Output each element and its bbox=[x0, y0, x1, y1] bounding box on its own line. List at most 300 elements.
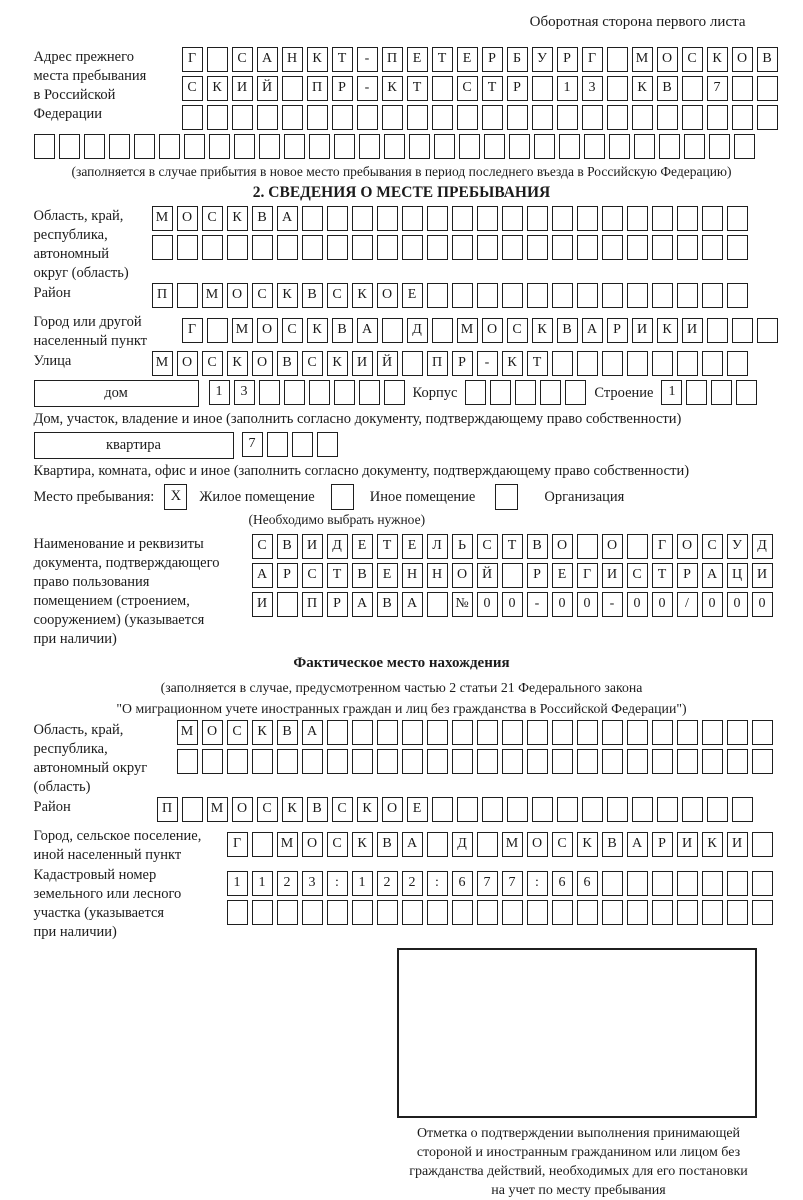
char-cell[interactable]: - bbox=[357, 76, 378, 101]
char-cell[interactable] bbox=[727, 900, 748, 925]
char-cell[interactable] bbox=[427, 749, 448, 774]
char-cell[interactable]: 1 bbox=[557, 76, 578, 101]
char-cell[interactable]: А bbox=[277, 206, 298, 231]
char-cell[interactable] bbox=[277, 235, 298, 260]
char-cell[interactable]: К bbox=[357, 797, 378, 822]
char-cell[interactable] bbox=[702, 720, 723, 745]
char-cell[interactable] bbox=[227, 900, 248, 925]
char-cell[interactable] bbox=[652, 206, 673, 231]
char-cell[interactable]: П bbox=[157, 797, 178, 822]
char-cell[interactable] bbox=[477, 720, 498, 745]
char-cell[interactable]: 6 bbox=[452, 871, 473, 896]
char-cell[interactable]: В bbox=[527, 534, 548, 559]
char-cell[interactable] bbox=[707, 105, 728, 130]
char-cell[interactable]: Р bbox=[607, 318, 628, 343]
char-cell[interactable]: Е bbox=[407, 797, 428, 822]
char-cell[interactable] bbox=[159, 134, 180, 159]
char-cell[interactable]: Б bbox=[507, 47, 528, 72]
char-cell[interactable] bbox=[540, 380, 561, 405]
char-cell[interactable]: Р bbox=[652, 832, 673, 857]
char-cell[interactable] bbox=[109, 134, 130, 159]
char-cell[interactable] bbox=[602, 283, 623, 308]
char-cell[interactable]: М bbox=[202, 283, 223, 308]
char-cell[interactable]: Р bbox=[332, 76, 353, 101]
char-cell[interactable] bbox=[752, 749, 773, 774]
char-cell[interactable]: Е bbox=[377, 563, 398, 588]
char-cell[interactable]: К bbox=[352, 832, 373, 857]
char-cell[interactable]: А bbox=[402, 832, 423, 857]
char-cell[interactable] bbox=[465, 380, 486, 405]
char-cell[interactable]: 6 bbox=[577, 871, 598, 896]
char-cell[interactable]: 1 bbox=[352, 871, 373, 896]
char-cell[interactable]: П bbox=[307, 76, 328, 101]
char-cell[interactable] bbox=[734, 134, 755, 159]
checkbox-residential[interactable]: X bbox=[164, 484, 187, 510]
char-cell[interactable]: В bbox=[332, 318, 353, 343]
char-cell[interactable] bbox=[507, 105, 528, 130]
char-cell[interactable] bbox=[357, 105, 378, 130]
checkbox-other-premises[interactable] bbox=[331, 484, 354, 510]
char-cell[interactable]: : bbox=[327, 871, 348, 896]
char-cell[interactable] bbox=[402, 720, 423, 745]
char-cell[interactable] bbox=[252, 749, 273, 774]
char-cell[interactable]: А bbox=[627, 832, 648, 857]
char-cell[interactable] bbox=[402, 749, 423, 774]
char-cell[interactable] bbox=[634, 134, 655, 159]
char-cell[interactable] bbox=[702, 351, 723, 376]
char-cell[interactable]: В bbox=[277, 351, 298, 376]
char-cell[interactable]: Е bbox=[552, 563, 573, 588]
char-cell[interactable]: Г bbox=[182, 47, 203, 72]
char-cell[interactable]: № bbox=[452, 592, 473, 617]
char-cell[interactable]: 0 bbox=[627, 592, 648, 617]
char-cell[interactable]: 0 bbox=[552, 592, 573, 617]
char-cell[interactable] bbox=[609, 134, 630, 159]
char-cell[interactable] bbox=[277, 749, 298, 774]
char-cell[interactable]: Г bbox=[182, 318, 203, 343]
char-cell[interactable]: 7 bbox=[242, 432, 263, 457]
char-cell[interactable] bbox=[427, 592, 448, 617]
char-cell[interactable] bbox=[352, 720, 373, 745]
char-cell[interactable] bbox=[702, 749, 723, 774]
char-cell[interactable]: О bbox=[657, 47, 678, 72]
char-cell[interactable] bbox=[59, 134, 80, 159]
char-cell[interactable] bbox=[402, 900, 423, 925]
char-cell[interactable] bbox=[477, 235, 498, 260]
char-cell[interactable] bbox=[302, 900, 323, 925]
char-cell[interactable] bbox=[277, 900, 298, 925]
char-cell[interactable]: Ь bbox=[452, 534, 473, 559]
char-cell[interactable] bbox=[459, 134, 480, 159]
char-cell[interactable]: С bbox=[332, 797, 353, 822]
char-cell[interactable] bbox=[677, 206, 698, 231]
char-cell[interactable] bbox=[577, 351, 598, 376]
char-cell[interactable] bbox=[452, 720, 473, 745]
char-cell[interactable] bbox=[686, 380, 707, 405]
char-cell[interactable] bbox=[552, 749, 573, 774]
char-cell[interactable]: К bbox=[352, 283, 373, 308]
char-cell[interactable] bbox=[659, 134, 680, 159]
char-cell[interactable] bbox=[292, 432, 313, 457]
char-cell[interactable] bbox=[384, 380, 405, 405]
char-cell[interactable] bbox=[332, 105, 353, 130]
char-cell[interactable]: С bbox=[507, 318, 528, 343]
char-cell[interactable] bbox=[602, 749, 623, 774]
char-cell[interactable] bbox=[557, 797, 578, 822]
char-cell[interactable] bbox=[607, 105, 628, 130]
char-cell[interactable]: О bbox=[377, 283, 398, 308]
char-cell[interactable]: И bbox=[302, 534, 323, 559]
char-cell[interactable]: О bbox=[302, 832, 323, 857]
char-cell[interactable] bbox=[284, 134, 305, 159]
char-cell[interactable] bbox=[552, 283, 573, 308]
char-cell[interactable] bbox=[727, 871, 748, 896]
char-cell[interactable]: Р bbox=[527, 563, 548, 588]
char-cell[interactable]: 3 bbox=[582, 76, 603, 101]
char-cell[interactable]: Ц bbox=[727, 563, 748, 588]
char-cell[interactable] bbox=[527, 206, 548, 231]
char-cell[interactable] bbox=[552, 900, 573, 925]
char-cell[interactable] bbox=[607, 47, 628, 72]
char-cell[interactable] bbox=[302, 206, 323, 231]
char-cell[interactable] bbox=[732, 105, 753, 130]
char-cell[interactable] bbox=[484, 134, 505, 159]
char-cell[interactable] bbox=[427, 832, 448, 857]
char-cell[interactable] bbox=[452, 206, 473, 231]
char-cell[interactable] bbox=[309, 134, 330, 159]
char-cell[interactable]: С bbox=[252, 534, 273, 559]
char-cell[interactable] bbox=[709, 134, 730, 159]
char-cell[interactable] bbox=[452, 283, 473, 308]
char-cell[interactable] bbox=[702, 900, 723, 925]
char-cell[interactable] bbox=[652, 351, 673, 376]
char-cell[interactable]: Т bbox=[377, 534, 398, 559]
char-cell[interactable]: К bbox=[307, 47, 328, 72]
char-cell[interactable]: С bbox=[282, 318, 303, 343]
char-cell[interactable] bbox=[682, 797, 703, 822]
char-cell[interactable]: М bbox=[232, 318, 253, 343]
apartment-box[interactable]: квартира bbox=[34, 432, 234, 459]
char-cell[interactable] bbox=[327, 206, 348, 231]
char-cell[interactable]: О bbox=[527, 832, 548, 857]
char-cell[interactable] bbox=[727, 235, 748, 260]
char-cell[interactable]: - bbox=[477, 351, 498, 376]
char-cell[interactable] bbox=[432, 318, 453, 343]
char-cell[interactable] bbox=[527, 235, 548, 260]
char-cell[interactable]: В bbox=[352, 563, 373, 588]
char-cell[interactable] bbox=[482, 105, 503, 130]
char-cell[interactable] bbox=[677, 900, 698, 925]
char-cell[interactable] bbox=[352, 206, 373, 231]
char-cell[interactable] bbox=[627, 871, 648, 896]
char-cell[interactable] bbox=[602, 720, 623, 745]
char-cell[interactable]: С bbox=[477, 534, 498, 559]
char-cell[interactable]: О bbox=[257, 318, 278, 343]
char-cell[interactable] bbox=[502, 235, 523, 260]
char-cell[interactable]: 0 bbox=[652, 592, 673, 617]
char-cell[interactable] bbox=[607, 797, 628, 822]
char-cell[interactable]: Е bbox=[352, 534, 373, 559]
char-cell[interactable] bbox=[682, 76, 703, 101]
char-cell[interactable]: О bbox=[482, 318, 503, 343]
char-cell[interactable] bbox=[434, 134, 455, 159]
char-cell[interactable] bbox=[652, 871, 673, 896]
char-cell[interactable] bbox=[382, 105, 403, 130]
char-cell[interactable]: Д bbox=[752, 534, 773, 559]
char-cell[interactable]: К bbox=[502, 351, 523, 376]
char-cell[interactable]: В bbox=[302, 283, 323, 308]
char-cell[interactable] bbox=[652, 900, 673, 925]
char-cell[interactable]: 7 bbox=[707, 76, 728, 101]
char-cell[interactable]: 0 bbox=[577, 592, 598, 617]
char-cell[interactable]: Е bbox=[407, 47, 428, 72]
char-cell[interactable]: К bbox=[227, 206, 248, 231]
char-cell[interactable]: В bbox=[307, 797, 328, 822]
char-cell[interactable] bbox=[252, 900, 273, 925]
char-cell[interactable] bbox=[736, 380, 757, 405]
char-cell[interactable]: С bbox=[202, 351, 223, 376]
char-cell[interactable] bbox=[627, 206, 648, 231]
char-cell[interactable] bbox=[627, 235, 648, 260]
char-cell[interactable] bbox=[632, 105, 653, 130]
char-cell[interactable]: В bbox=[277, 720, 298, 745]
char-cell[interactable]: В bbox=[377, 832, 398, 857]
char-cell[interactable]: И bbox=[752, 563, 773, 588]
char-cell[interactable] bbox=[432, 797, 453, 822]
char-cell[interactable] bbox=[227, 749, 248, 774]
char-cell[interactable]: К bbox=[307, 318, 328, 343]
char-cell[interactable]: М bbox=[152, 351, 173, 376]
char-cell[interactable]: С bbox=[257, 797, 278, 822]
char-cell[interactable]: А bbox=[702, 563, 723, 588]
char-cell[interactable]: Т bbox=[502, 534, 523, 559]
char-cell[interactable] bbox=[632, 797, 653, 822]
char-cell[interactable] bbox=[490, 380, 511, 405]
char-cell[interactable]: М bbox=[502, 832, 523, 857]
char-cell[interactable]: О bbox=[552, 534, 573, 559]
char-cell[interactable]: / bbox=[677, 592, 698, 617]
char-cell[interactable] bbox=[652, 749, 673, 774]
char-cell[interactable] bbox=[477, 206, 498, 231]
char-cell[interactable]: О bbox=[227, 283, 248, 308]
char-cell[interactable] bbox=[402, 235, 423, 260]
char-cell[interactable] bbox=[209, 134, 230, 159]
char-cell[interactable] bbox=[584, 134, 605, 159]
char-cell[interactable] bbox=[732, 76, 753, 101]
char-cell[interactable] bbox=[702, 235, 723, 260]
char-cell[interactable]: К bbox=[382, 76, 403, 101]
char-cell[interactable]: С bbox=[232, 47, 253, 72]
char-cell[interactable]: 0 bbox=[502, 592, 523, 617]
char-cell[interactable] bbox=[427, 720, 448, 745]
char-cell[interactable]: О bbox=[732, 47, 753, 72]
char-cell[interactable] bbox=[482, 797, 503, 822]
char-cell[interactable] bbox=[377, 206, 398, 231]
char-cell[interactable]: С bbox=[457, 76, 478, 101]
char-cell[interactable]: Р bbox=[327, 592, 348, 617]
char-cell[interactable]: 0 bbox=[752, 592, 773, 617]
char-cell[interactable] bbox=[627, 283, 648, 308]
char-cell[interactable] bbox=[177, 749, 198, 774]
char-cell[interactable]: 0 bbox=[702, 592, 723, 617]
char-cell[interactable] bbox=[234, 134, 255, 159]
char-cell[interactable]: В bbox=[557, 318, 578, 343]
char-cell[interactable] bbox=[277, 592, 298, 617]
char-cell[interactable] bbox=[552, 206, 573, 231]
char-cell[interactable]: И bbox=[677, 832, 698, 857]
char-cell[interactable]: М bbox=[632, 47, 653, 72]
char-cell[interactable] bbox=[409, 134, 430, 159]
char-cell[interactable] bbox=[427, 900, 448, 925]
char-cell[interactable]: Г bbox=[652, 534, 673, 559]
char-cell[interactable]: Т bbox=[407, 76, 428, 101]
char-cell[interactable] bbox=[532, 76, 553, 101]
char-cell[interactable] bbox=[582, 797, 603, 822]
char-cell[interactable] bbox=[259, 134, 280, 159]
char-cell[interactable]: К bbox=[532, 318, 553, 343]
char-cell[interactable] bbox=[677, 871, 698, 896]
char-cell[interactable] bbox=[259, 380, 280, 405]
char-cell[interactable] bbox=[577, 720, 598, 745]
char-cell[interactable] bbox=[559, 134, 580, 159]
char-cell[interactable]: В bbox=[757, 47, 778, 72]
char-cell[interactable]: У bbox=[532, 47, 553, 72]
char-cell[interactable]: С bbox=[302, 563, 323, 588]
char-cell[interactable]: 1 bbox=[661, 380, 682, 405]
char-cell[interactable]: 6 bbox=[552, 871, 573, 896]
char-cell[interactable]: С bbox=[327, 283, 348, 308]
char-cell[interactable] bbox=[752, 720, 773, 745]
char-cell[interactable] bbox=[207, 105, 228, 130]
char-cell[interactable] bbox=[352, 235, 373, 260]
char-cell[interactable]: Т bbox=[652, 563, 673, 588]
char-cell[interactable] bbox=[502, 749, 523, 774]
char-cell[interactable]: Г bbox=[582, 47, 603, 72]
char-cell[interactable]: М bbox=[457, 318, 478, 343]
char-cell[interactable]: С bbox=[182, 76, 203, 101]
char-cell[interactable]: - bbox=[527, 592, 548, 617]
char-cell[interactable] bbox=[552, 720, 573, 745]
char-cell[interactable]: Т bbox=[332, 47, 353, 72]
char-cell[interactable] bbox=[282, 105, 303, 130]
char-cell[interactable]: К bbox=[632, 76, 653, 101]
char-cell[interactable]: К bbox=[277, 283, 298, 308]
char-cell[interactable]: Н bbox=[282, 47, 303, 72]
char-cell[interactable]: Е bbox=[402, 534, 423, 559]
char-cell[interactable] bbox=[257, 105, 278, 130]
char-cell[interactable]: Р bbox=[677, 563, 698, 588]
char-cell[interactable] bbox=[577, 900, 598, 925]
char-cell[interactable]: О bbox=[232, 797, 253, 822]
char-cell[interactable] bbox=[582, 105, 603, 130]
char-cell[interactable] bbox=[534, 134, 555, 159]
char-cell[interactable] bbox=[402, 351, 423, 376]
char-cell[interactable]: А bbox=[402, 592, 423, 617]
char-cell[interactable]: Т bbox=[432, 47, 453, 72]
char-cell[interactable] bbox=[757, 318, 778, 343]
char-cell[interactable] bbox=[377, 900, 398, 925]
char-cell[interactable] bbox=[627, 351, 648, 376]
char-cell[interactable] bbox=[602, 351, 623, 376]
char-cell[interactable]: 1 bbox=[209, 380, 230, 405]
char-cell[interactable] bbox=[477, 832, 498, 857]
char-cell[interactable] bbox=[232, 105, 253, 130]
char-cell[interactable] bbox=[377, 720, 398, 745]
char-cell[interactable]: А bbox=[302, 720, 323, 745]
char-cell[interactable]: Т bbox=[527, 351, 548, 376]
char-cell[interactable]: О bbox=[252, 351, 273, 376]
char-cell[interactable]: В bbox=[252, 206, 273, 231]
char-cell[interactable] bbox=[502, 206, 523, 231]
char-cell[interactable] bbox=[657, 797, 678, 822]
char-cell[interactable]: С bbox=[627, 563, 648, 588]
char-cell[interactable]: Р bbox=[452, 351, 473, 376]
char-cell[interactable] bbox=[452, 900, 473, 925]
char-cell[interactable] bbox=[557, 105, 578, 130]
checkbox-organization[interactable] bbox=[495, 484, 518, 510]
char-cell[interactable] bbox=[177, 235, 198, 260]
char-cell[interactable] bbox=[577, 534, 598, 559]
char-cell[interactable] bbox=[134, 134, 155, 159]
char-cell[interactable]: К bbox=[657, 318, 678, 343]
char-cell[interactable]: А bbox=[252, 563, 273, 588]
char-cell[interactable]: Р bbox=[557, 47, 578, 72]
char-cell[interactable] bbox=[207, 318, 228, 343]
char-cell[interactable]: К bbox=[252, 720, 273, 745]
char-cell[interactable] bbox=[552, 351, 573, 376]
char-cell[interactable] bbox=[527, 900, 548, 925]
char-cell[interactable]: - bbox=[602, 592, 623, 617]
char-cell[interactable]: И bbox=[352, 351, 373, 376]
char-cell[interactable]: А bbox=[257, 47, 278, 72]
char-cell[interactable]: А bbox=[352, 592, 373, 617]
char-cell[interactable]: О bbox=[382, 797, 403, 822]
char-cell[interactable]: Т bbox=[482, 76, 503, 101]
char-cell[interactable] bbox=[532, 797, 553, 822]
char-cell[interactable] bbox=[34, 134, 55, 159]
char-cell[interactable] bbox=[327, 235, 348, 260]
char-cell[interactable] bbox=[527, 749, 548, 774]
char-cell[interactable] bbox=[184, 134, 205, 159]
char-cell[interactable]: К bbox=[207, 76, 228, 101]
char-cell[interactable] bbox=[627, 534, 648, 559]
char-cell[interactable] bbox=[577, 235, 598, 260]
char-cell[interactable]: : bbox=[427, 871, 448, 896]
char-cell[interactable]: В bbox=[377, 592, 398, 617]
char-cell[interactable] bbox=[302, 749, 323, 774]
char-cell[interactable] bbox=[377, 749, 398, 774]
char-cell[interactable] bbox=[677, 283, 698, 308]
char-cell[interactable] bbox=[677, 749, 698, 774]
char-cell[interactable] bbox=[515, 380, 536, 405]
char-cell[interactable] bbox=[252, 235, 273, 260]
char-cell[interactable] bbox=[202, 235, 223, 260]
char-cell[interactable] bbox=[684, 134, 705, 159]
char-cell[interactable] bbox=[407, 105, 428, 130]
char-cell[interactable]: П bbox=[427, 351, 448, 376]
char-cell[interactable]: Г bbox=[577, 563, 598, 588]
char-cell[interactable] bbox=[577, 206, 598, 231]
char-cell[interactable] bbox=[432, 76, 453, 101]
char-cell[interactable] bbox=[427, 206, 448, 231]
char-cell[interactable]: К bbox=[282, 797, 303, 822]
char-cell[interactable]: К bbox=[327, 351, 348, 376]
char-cell[interactable]: С bbox=[302, 351, 323, 376]
char-cell[interactable]: 1 bbox=[227, 871, 248, 896]
char-cell[interactable] bbox=[677, 235, 698, 260]
char-cell[interactable] bbox=[477, 283, 498, 308]
char-cell[interactable] bbox=[711, 380, 732, 405]
